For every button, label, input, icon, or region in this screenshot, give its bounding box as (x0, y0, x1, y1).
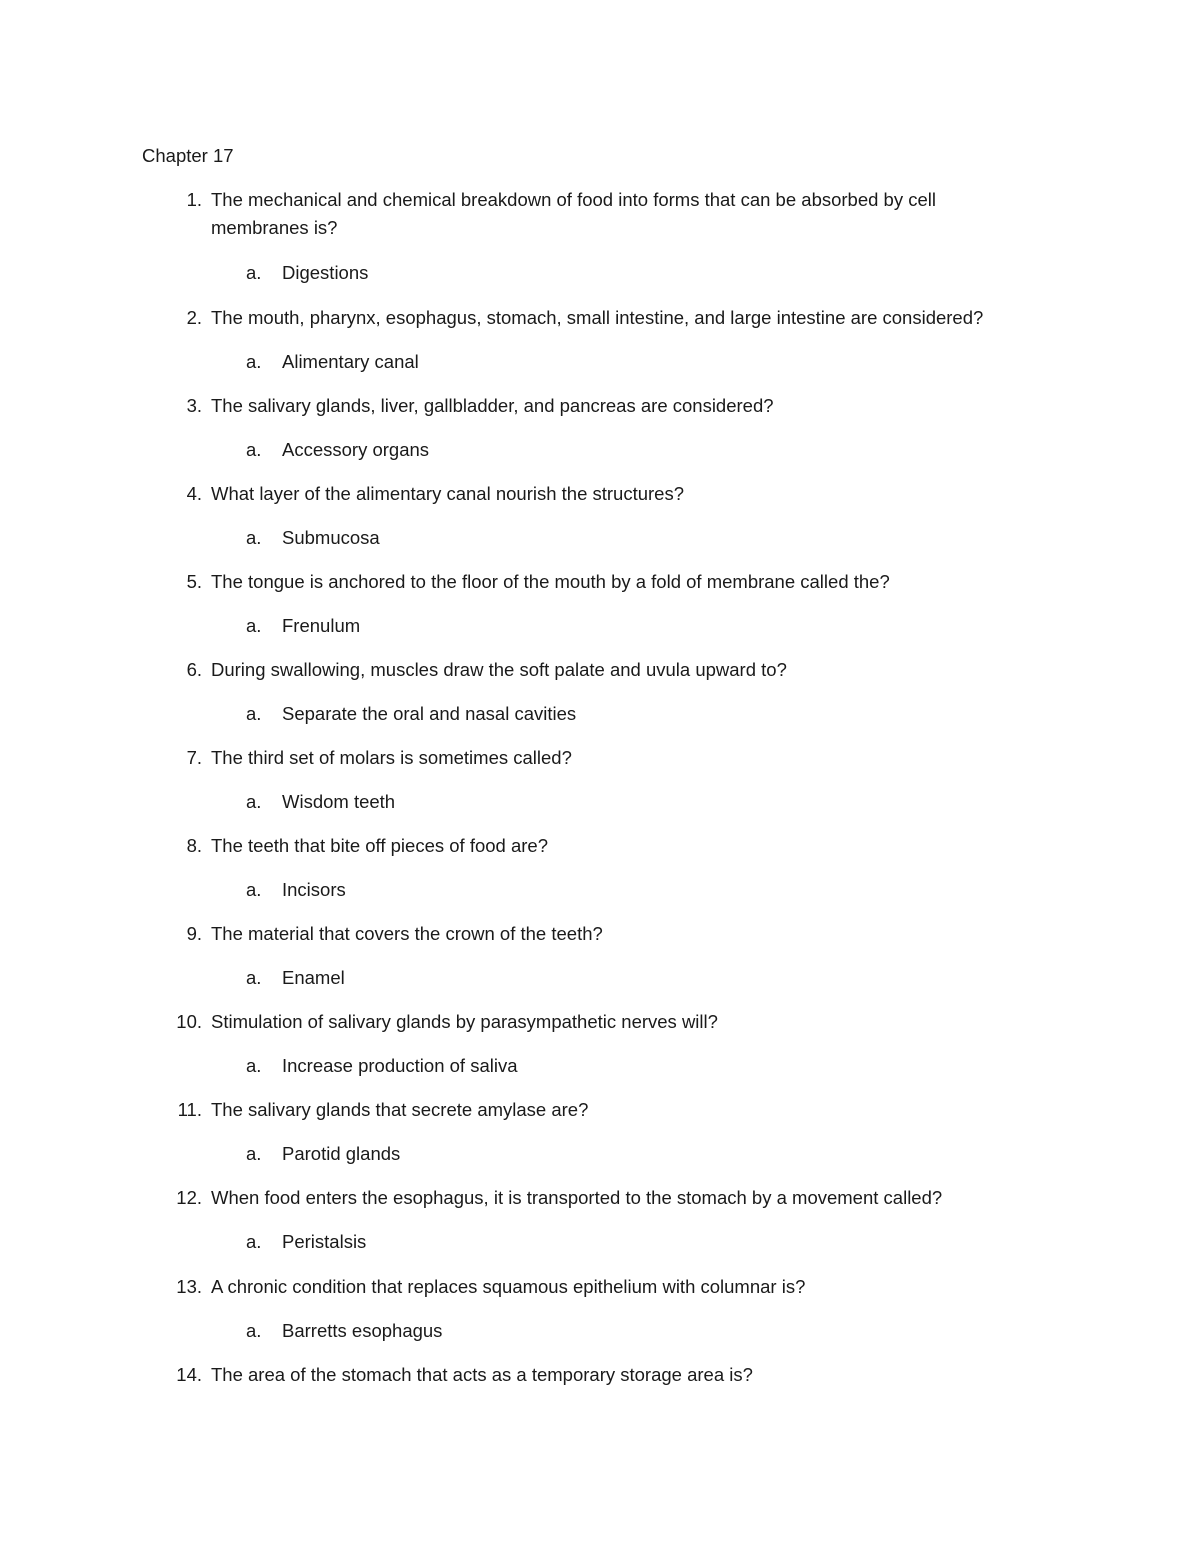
answer-text: Separate the oral and nasal cavities (282, 703, 577, 724)
answer-text: Parotid glands (282, 1143, 401, 1164)
question-number: 10. (176, 1011, 202, 1032)
answer-text: Submucosa (282, 527, 380, 548)
question-number: 11. (177, 1099, 202, 1120)
answer-letter: a. (246, 351, 262, 372)
answer-text: Peristalsis (282, 1231, 367, 1252)
question-number: 8. (186, 835, 202, 856)
answer-text: Increase production of saliva (282, 1055, 518, 1076)
question-number: 9. (186, 923, 202, 944)
question-text: What layer of the alimentary canal nourish the structures? (211, 483, 685, 504)
question-number: 5. (186, 571, 202, 592)
chapter-title: Chapter 17 (142, 145, 234, 166)
question-text: Stimulation of salivary glands by parasympathetic nerves will? (211, 1011, 718, 1032)
answer-letter: a. (246, 1055, 262, 1076)
question-number: 3. (186, 395, 202, 416)
answer-text: Digestions (282, 262, 369, 283)
question-text: When food enters the esophagus, it is transported to the stomach by a movement called? (211, 1187, 943, 1208)
answer-letter: a. (246, 703, 262, 724)
answer-letter: a. (246, 527, 262, 548)
answer-text: Barretts esophagus (282, 1320, 443, 1341)
answer-letter: a. (246, 967, 262, 988)
question-number: 13. (176, 1276, 202, 1297)
answer-text: Wisdom teeth (282, 791, 396, 812)
question-number: 14. (176, 1364, 202, 1385)
question-text: The area of the stomach that acts as a temporary storage area is? (211, 1364, 753, 1385)
question-text: The salivary glands, liver, gallbladder, and pancreas are considered? (211, 395, 774, 416)
answer-letter: a. (246, 879, 262, 900)
question-number: 4. (186, 483, 202, 504)
answer-letter: a. (246, 615, 262, 636)
answer-text: Frenulum (282, 615, 361, 636)
answer-letter: a. (246, 439, 262, 460)
answer-letter: a. (246, 262, 262, 283)
question-text: A chronic condition that replaces squamous epithelium with columnar is? (211, 1276, 806, 1297)
question-number: 6. (186, 659, 202, 680)
question-text: The mechanical and chemical breakdown of food into forms that can be absorbed by cell membranes is? (211, 189, 936, 238)
answer-letter: a. (246, 791, 262, 812)
answer-letter: a. (246, 1320, 262, 1341)
question-number: 2. (186, 307, 202, 328)
question-text: The mouth, pharynx, esophagus, stomach, small intestine, and large intestine are considered? (211, 307, 984, 328)
answer-text: Enamel (282, 967, 345, 988)
question-number: 7. (186, 747, 202, 768)
question-text: The tongue is anchored to the floor of the mouth by a fold of membrane called the? (211, 571, 890, 592)
answer-letter: a. (246, 1231, 262, 1252)
question-text: During swallowing, muscles draw the soft palate and uvula upward to? (211, 659, 787, 680)
question-number: 12. (176, 1187, 202, 1208)
answer-text: Incisors (282, 879, 346, 900)
question-text: The salivary glands that secrete amylase are? (211, 1099, 589, 1120)
question-text: The teeth that bite off pieces of food are? (211, 835, 549, 856)
question-number: 1. (186, 189, 202, 210)
answer-letter: a. (246, 1143, 262, 1164)
question-text: The third set of molars is sometimes called? (211, 747, 572, 768)
question-text: The material that covers the crown of the teeth? (211, 923, 603, 944)
answer-text: Accessory organs (282, 439, 430, 460)
answer-text: Alimentary canal (282, 351, 419, 372)
